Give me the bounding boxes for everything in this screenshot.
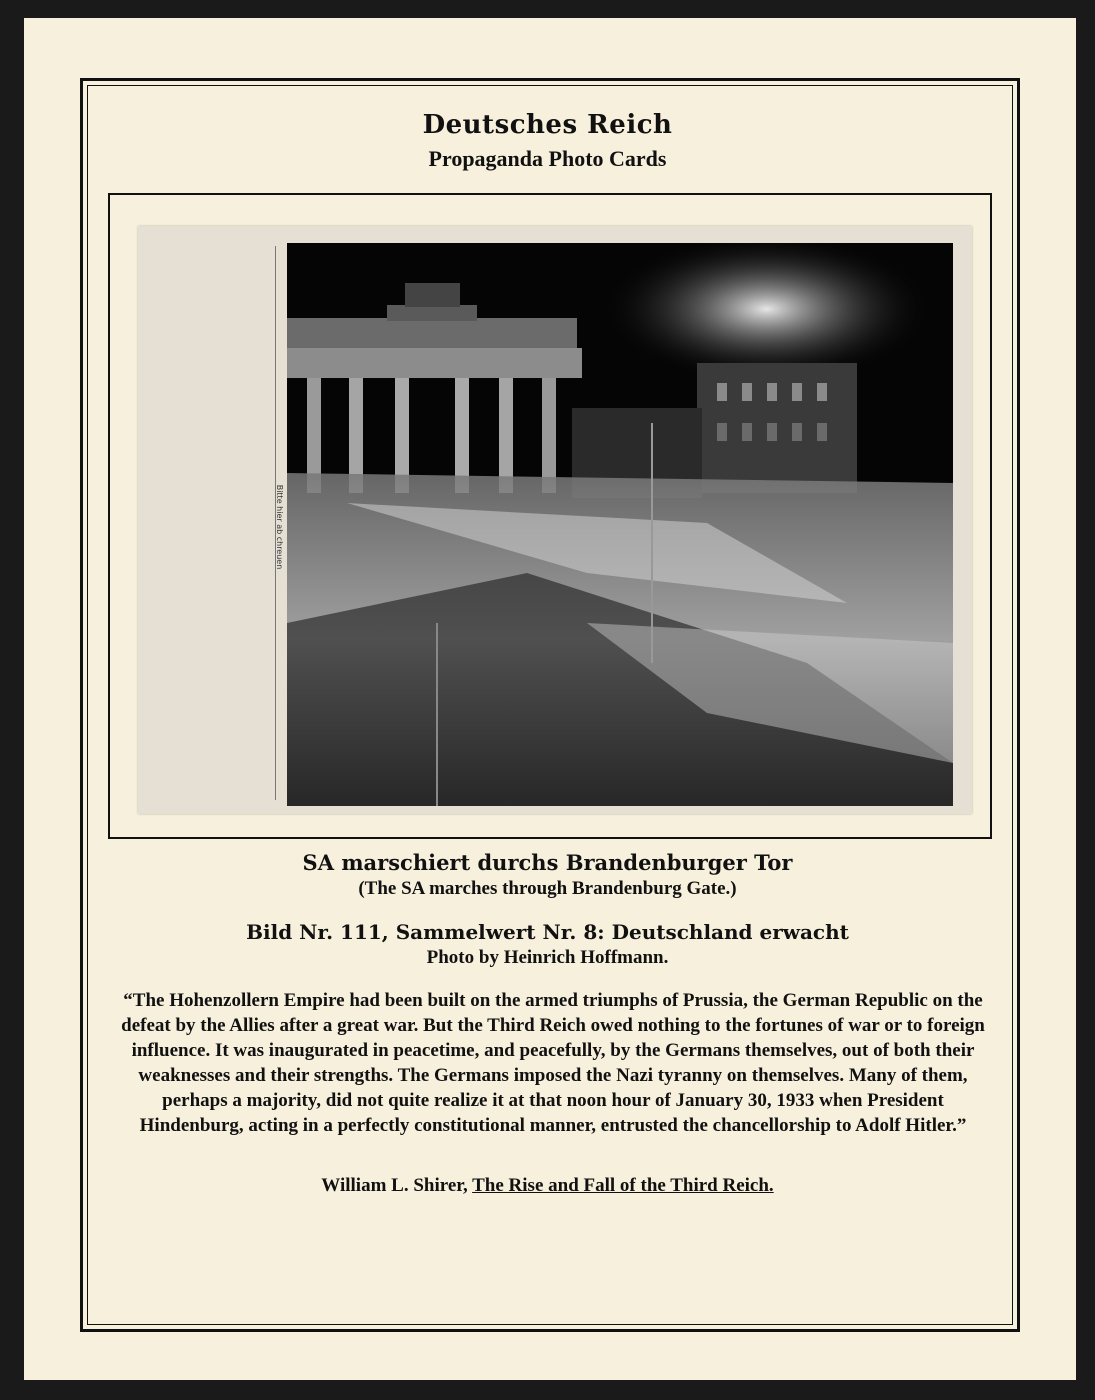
quote-book-title: The Rise and Fall of the Third Reich. (472, 1175, 774, 1196)
brandenburg-gate-photo (287, 243, 953, 806)
quote-author: William L. Shirer, (321, 1175, 468, 1196)
quote-attribution (0, 1175, 1095, 1197)
card-margin-note: Bitte hier ab chreuen (275, 484, 284, 570)
page-title: Deutsches Reich (422, 110, 673, 140)
caption-english-title: (The SA marches through Brandenburg Gate.) (358, 878, 737, 899)
caption-photographer: Photo by Heinrich Hoffmann. (426, 947, 669, 968)
page-subtitle: Propaganda Photo Cards (428, 146, 667, 171)
photo-illustration-icon (287, 243, 953, 806)
caption-german-title: SA marschiert durchs Brandenburger Tor (302, 850, 793, 875)
shirer-quote: “The Hohenzollern Empire had been built on the armed triumphs of Prussia, the German Republic on the defeat by the Allies after a great war. But the Third Reich owed nothing to the fortunes of war or to foreign influence. It was inaugurated in peacetime, and peacefully, by the Germans themselves, out of both their weaknesses and their strengths. The Germans imposed the Nazi tyranny on themselves. Many of them, perhaps a majority, did not quite realize it at that noon hour of January 30, 1933 when President Hindenburg, acting in a perfectly constitutional manner, entrusted the chancellorship to Adolf Hitler.” (121, 990, 985, 1136)
caption-card-info: Bild Nr. 111, Sammelwert Nr. 8: Deutschland erwacht (246, 920, 849, 944)
